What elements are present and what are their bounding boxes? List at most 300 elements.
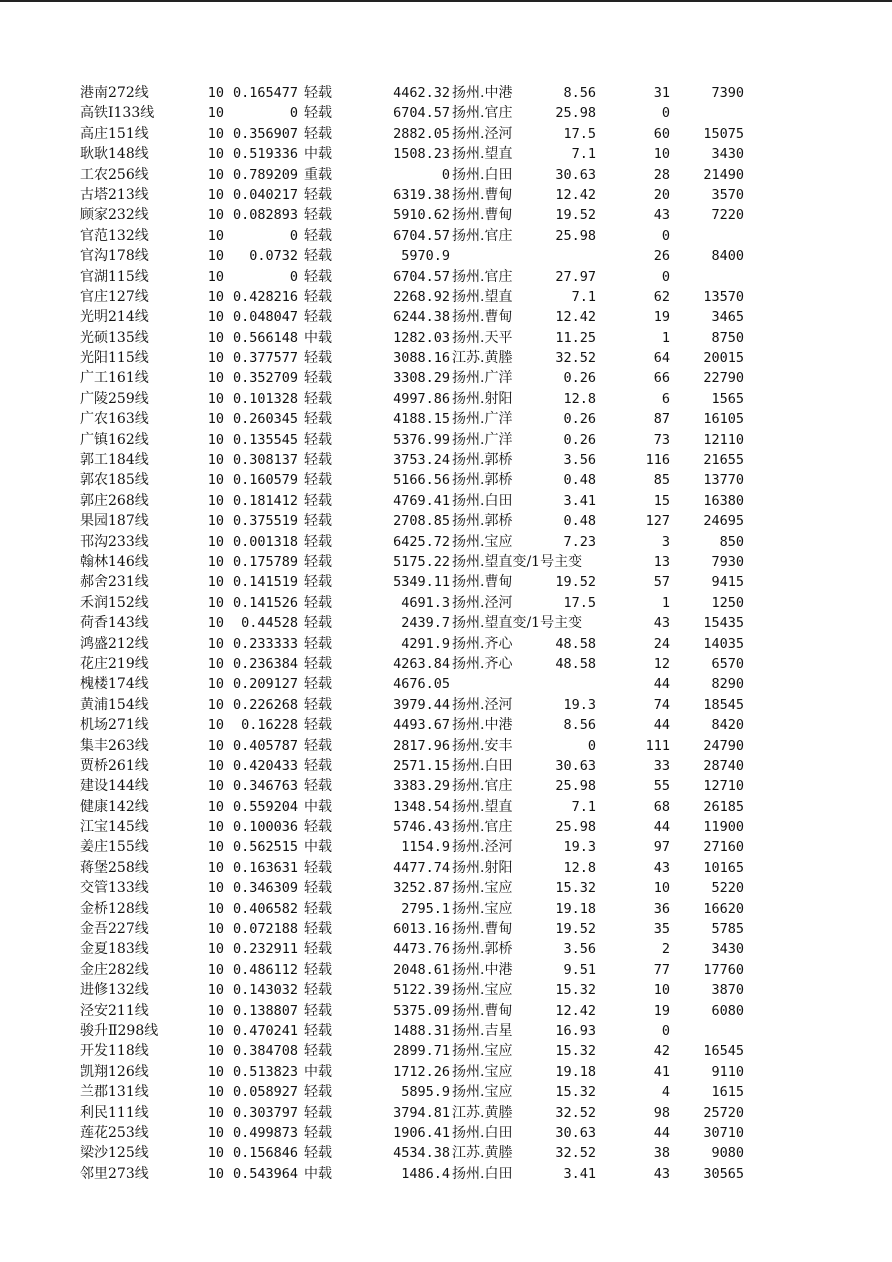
cell-line-name[interactable]: 郭工184线 xyxy=(80,452,149,469)
cell-voltage[interactable]: 10 xyxy=(207,594,224,611)
cell-voltage[interactable]: 10 xyxy=(207,900,224,917)
cell-load-ratio[interactable]: 0.232911 xyxy=(232,941,298,958)
cell-voltage[interactable]: 10 xyxy=(207,1084,224,1101)
cell-line-name[interactable]: 光硕135线 xyxy=(80,329,149,346)
cell-substation[interactable]: 扬州.白田 xyxy=(452,1124,513,1141)
cell-distance[interactable]: 0.26 xyxy=(563,370,596,387)
cell-line-name[interactable]: 郭农185线 xyxy=(80,472,149,489)
cell-load-ratio[interactable]: 0.138807 xyxy=(232,1002,298,1019)
cell-voltage[interactable]: 10 xyxy=(207,431,224,448)
cell-count[interactable]: 44 xyxy=(653,676,670,693)
cell-load-ratio[interactable]: 0.100036 xyxy=(232,819,298,836)
cell-line-name[interactable]: 金夏183线 xyxy=(80,941,149,958)
cell-capacity[interactable]: 3383.29 xyxy=(393,778,450,795)
cell-load-ratio[interactable]: 0.428216 xyxy=(232,288,298,305)
cell-load-ratio[interactable]: 0.562515 xyxy=(232,839,298,856)
cell-voltage[interactable]: 10 xyxy=(207,798,224,815)
cell-count[interactable]: 116 xyxy=(645,452,670,469)
cell-line-name[interactable]: 姜庄155线 xyxy=(80,839,149,856)
cell-substation[interactable]: 扬州.官庄 xyxy=(452,778,513,795)
cell-distance[interactable]: 32.52 xyxy=(555,350,596,367)
cell-voltage[interactable]: 10 xyxy=(207,85,224,101)
cell-substation[interactable]: 扬州.宝应 xyxy=(452,982,513,999)
cell-count[interactable]: 2 xyxy=(661,941,670,958)
cell-load-type[interactable]: 轻载 xyxy=(304,350,332,367)
cell-count[interactable]: 98 xyxy=(653,1104,670,1121)
cell-total[interactable]: 24790 xyxy=(703,737,744,754)
cell-capacity[interactable]: 2882.05 xyxy=(393,125,450,142)
cell-line-name[interactable]: 荷香143线 xyxy=(80,615,149,632)
cell-distance[interactable]: 19.52 xyxy=(555,921,596,938)
cell-substation[interactable]: 扬州.郭桥 xyxy=(452,472,513,489)
cell-load-type[interactable]: 轻载 xyxy=(304,900,332,917)
cell-load-ratio[interactable]: 0.165477 xyxy=(232,85,298,101)
cell-distance[interactable]: 7.1 xyxy=(571,798,596,815)
cell-load-ratio[interactable]: 0.356907 xyxy=(232,125,298,142)
cell-count[interactable]: 0 xyxy=(661,1022,670,1039)
cell-substation[interactable]: 扬州.泾河 xyxy=(452,125,513,142)
cell-capacity[interactable]: 3753.24 xyxy=(393,452,450,469)
cell-distance[interactable]: 25.98 xyxy=(555,778,596,795)
cell-load-ratio[interactable]: 0 xyxy=(289,227,298,244)
cell-count[interactable]: 111 xyxy=(645,737,670,754)
cell-line-name[interactable]: 莲花253线 xyxy=(80,1124,149,1141)
cell-substation[interactable]: 扬州.白田 xyxy=(452,757,513,774)
cell-distance[interactable]: 7.1 xyxy=(571,146,596,163)
cell-total[interactable]: 27160 xyxy=(703,839,744,856)
cell-capacity[interactable]: 4462.32 xyxy=(393,85,450,101)
cell-substation[interactable]: 扬州.郭桥 xyxy=(452,941,513,958)
cell-line-name[interactable]: 泾安211线 xyxy=(80,1002,149,1019)
cell-line-name[interactable]: 广镇162线 xyxy=(80,431,149,448)
cell-load-type[interactable]: 轻载 xyxy=(304,1022,332,1039)
cell-load-ratio[interactable]: 0.346309 xyxy=(232,880,298,897)
cell-line-name[interactable]: 金吾227线 xyxy=(80,921,149,938)
cell-capacity[interactable]: 6704.57 xyxy=(393,268,450,285)
cell-load-type[interactable]: 轻载 xyxy=(304,431,332,448)
cell-voltage[interactable]: 10 xyxy=(207,1145,224,1162)
cell-substation[interactable]: 扬州.广洋 xyxy=(452,411,513,428)
cell-load-ratio[interactable]: 0.308137 xyxy=(232,452,298,469)
cell-line-name[interactable]: 耿耿148线 xyxy=(80,146,149,163)
cell-count[interactable]: 4 xyxy=(661,1084,670,1101)
cell-line-name[interactable]: 官庄127线 xyxy=(80,288,149,305)
cell-count[interactable]: 97 xyxy=(653,839,670,856)
cell-capacity[interactable]: 2048.61 xyxy=(393,961,450,978)
cell-substation[interactable]: 扬州.望直变/1号主变 xyxy=(452,615,583,632)
cell-count[interactable]: 35 xyxy=(653,921,670,938)
cell-substation[interactable]: 扬州.宝应 xyxy=(452,900,513,917)
cell-capacity[interactable]: 1906.41 xyxy=(393,1124,450,1141)
cell-line-name[interactable]: 工农256线 xyxy=(80,166,149,183)
cell-total[interactable]: 8400 xyxy=(711,248,744,265)
cell-load-type[interactable]: 轻载 xyxy=(304,472,332,489)
cell-capacity[interactable]: 4997.86 xyxy=(393,390,450,407)
cell-line-name[interactable]: 花庄219线 xyxy=(80,655,149,672)
cell-line-name[interactable]: 金庄282线 xyxy=(80,961,149,978)
cell-load-ratio[interactable]: 0.226268 xyxy=(232,696,298,713)
cell-line-name[interactable]: 广陵259线 xyxy=(80,390,149,407)
cell-distance[interactable]: 12.8 xyxy=(563,390,596,407)
cell-distance[interactable]: 19.3 xyxy=(563,839,596,856)
cell-count[interactable]: 0 xyxy=(661,227,670,244)
cell-count[interactable]: 64 xyxy=(653,350,670,367)
cell-count[interactable]: 19 xyxy=(653,309,670,326)
cell-capacity[interactable]: 5895.9 xyxy=(401,1084,450,1101)
cell-total[interactable]: 7930 xyxy=(711,553,744,570)
cell-load-ratio[interactable]: 0.0732 xyxy=(249,248,298,265)
cell-distance[interactable]: 7.23 xyxy=(563,533,596,550)
cell-total[interactable]: 13570 xyxy=(703,288,744,305)
cell-load-type[interactable]: 轻载 xyxy=(304,819,332,836)
cell-capacity[interactable]: 6704.57 xyxy=(393,105,450,122)
cell-capacity[interactable]: 1508.23 xyxy=(393,146,450,163)
cell-count[interactable]: 44 xyxy=(653,819,670,836)
cell-substation[interactable]: 扬州.望直 xyxy=(452,146,513,163)
cell-substation[interactable]: 江苏.黄塍 xyxy=(452,350,513,367)
cell-total[interactable]: 30710 xyxy=(703,1124,744,1141)
cell-count[interactable]: 73 xyxy=(653,431,670,448)
cell-distance[interactable]: 9.51 xyxy=(563,961,596,978)
cell-substation[interactable]: 扬州.射阳 xyxy=(452,390,513,407)
cell-voltage[interactable]: 10 xyxy=(207,778,224,795)
cell-count[interactable]: 43 xyxy=(653,1165,670,1182)
cell-line-name[interactable]: 果园187线 xyxy=(80,513,149,530)
cell-total[interactable]: 11900 xyxy=(703,819,744,836)
cell-count[interactable]: 55 xyxy=(653,778,670,795)
cell-load-ratio[interactable]: 0.058927 xyxy=(232,1084,298,1101)
cell-capacity[interactable]: 4769.41 xyxy=(393,492,450,509)
cell-line-name[interactable]: 高庄151线 xyxy=(80,125,149,142)
cell-voltage[interactable]: 10 xyxy=(207,472,224,489)
cell-load-ratio[interactable]: 0.420433 xyxy=(232,757,298,774)
cell-voltage[interactable]: 10 xyxy=(207,615,224,632)
cell-load-type[interactable]: 轻载 xyxy=(304,1043,332,1060)
cell-count[interactable]: 87 xyxy=(653,411,670,428)
cell-load-ratio[interactable]: 0.135545 xyxy=(232,431,298,448)
cell-count[interactable]: 31 xyxy=(653,85,670,101)
cell-voltage[interactable]: 10 xyxy=(207,696,224,713)
cell-total[interactable]: 3430 xyxy=(711,146,744,163)
cell-load-ratio[interactable]: 0.160579 xyxy=(232,472,298,489)
cell-total[interactable]: 3870 xyxy=(711,982,744,999)
cell-count[interactable]: 127 xyxy=(645,513,670,530)
cell-capacity[interactable]: 6244.38 xyxy=(393,309,450,326)
cell-capacity[interactable]: 6425.72 xyxy=(393,533,450,550)
cell-line-name[interactable]: 梁沙125线 xyxy=(80,1145,149,1162)
cell-total[interactable]: 15435 xyxy=(703,615,744,632)
cell-load-ratio[interactable]: 0.559204 xyxy=(232,798,298,815)
cell-voltage[interactable]: 10 xyxy=(207,839,224,856)
cell-distance[interactable]: 15.32 xyxy=(555,880,596,897)
cell-load-type[interactable]: 中载 xyxy=(304,1063,332,1080)
cell-load-ratio[interactable]: 0.233333 xyxy=(232,635,298,652)
cell-distance[interactable]: 12.42 xyxy=(555,186,596,203)
cell-total[interactable]: 16620 xyxy=(703,900,744,917)
cell-load-ratio[interactable]: 0.519336 xyxy=(232,146,298,163)
cell-load-type[interactable]: 轻载 xyxy=(304,105,332,122)
cell-load-type[interactable]: 轻载 xyxy=(304,982,332,999)
cell-count[interactable]: 41 xyxy=(653,1063,670,1080)
cell-line-name[interactable]: 光阳115线 xyxy=(80,350,149,367)
cell-capacity[interactable]: 4493.67 xyxy=(393,717,450,734)
cell-distance[interactable]: 3.41 xyxy=(563,1165,596,1182)
cell-total[interactable]: 8420 xyxy=(711,717,744,734)
cell-capacity[interactable]: 5175.22 xyxy=(393,553,450,570)
cell-load-ratio[interactable]: 0 xyxy=(289,105,298,122)
cell-distance[interactable]: 3.41 xyxy=(563,492,596,509)
cell-distance[interactable]: 15.32 xyxy=(555,982,596,999)
cell-capacity[interactable]: 5746.43 xyxy=(393,819,450,836)
cell-line-name[interactable]: 广工161线 xyxy=(80,370,149,387)
cell-substation[interactable]: 扬州.广洋 xyxy=(452,370,513,387)
cell-substation[interactable]: 扬州.宝应 xyxy=(452,1084,513,1101)
cell-distance[interactable]: 0 xyxy=(587,737,596,754)
cell-line-name[interactable]: 骏升Ⅱ298线 xyxy=(80,1022,159,1039)
cell-capacity[interactable]: 4188.15 xyxy=(393,411,450,428)
cell-count[interactable]: 19 xyxy=(653,1002,670,1019)
cell-distance[interactable]: 25.98 xyxy=(555,819,596,836)
cell-distance[interactable]: 3.56 xyxy=(563,941,596,958)
cell-line-name[interactable]: 开发118线 xyxy=(80,1043,149,1060)
cell-capacity[interactable]: 6319.38 xyxy=(393,186,450,203)
cell-line-name[interactable]: 黄浦154线 xyxy=(80,696,149,713)
cell-load-type[interactable]: 轻载 xyxy=(304,85,332,101)
cell-count[interactable]: 36 xyxy=(653,900,670,917)
cell-capacity[interactable]: 3979.44 xyxy=(393,696,450,713)
cell-count[interactable]: 13 xyxy=(653,553,670,570)
cell-load-ratio[interactable]: 0.406582 xyxy=(232,900,298,917)
cell-voltage[interactable]: 10 xyxy=(207,186,224,203)
cell-total[interactable]: 1250 xyxy=(711,594,744,611)
cell-line-name[interactable]: 建设144线 xyxy=(80,778,149,795)
cell-voltage[interactable]: 10 xyxy=(207,452,224,469)
cell-load-type[interactable]: 中载 xyxy=(304,146,332,163)
cell-distance[interactable]: 3.56 xyxy=(563,452,596,469)
cell-count[interactable]: 44 xyxy=(653,717,670,734)
cell-total[interactable]: 6570 xyxy=(711,655,744,672)
cell-voltage[interactable]: 10 xyxy=(207,921,224,938)
cell-distance[interactable]: 25.98 xyxy=(555,105,596,122)
cell-line-name[interactable]: 邗沟233线 xyxy=(80,533,149,550)
cell-count[interactable]: 10 xyxy=(653,982,670,999)
cell-capacity[interactable]: 3308.29 xyxy=(393,370,450,387)
cell-distance[interactable]: 48.58 xyxy=(555,655,596,672)
cell-distance[interactable]: 17.5 xyxy=(563,125,596,142)
cell-substation[interactable]: 扬州.中港 xyxy=(452,85,513,101)
cell-total[interactable]: 12710 xyxy=(703,778,744,795)
cell-count[interactable]: 1 xyxy=(661,594,670,611)
cell-total[interactable]: 7220 xyxy=(711,207,744,224)
cell-substation[interactable]: 江苏.黄塍 xyxy=(452,1145,513,1162)
cell-load-ratio[interactable]: 0.143032 xyxy=(232,982,298,999)
cell-total[interactable]: 13770 xyxy=(703,472,744,489)
cell-load-type[interactable]: 轻载 xyxy=(304,1084,332,1101)
cell-total[interactable]: 22790 xyxy=(703,370,744,387)
cell-line-name[interactable]: 官范132线 xyxy=(80,227,149,244)
cell-capacity[interactable]: 5910.62 xyxy=(393,207,450,224)
cell-distance[interactable]: 19.52 xyxy=(555,207,596,224)
cell-voltage[interactable]: 10 xyxy=(207,513,224,530)
cell-voltage[interactable]: 10 xyxy=(207,982,224,999)
cell-load-ratio[interactable]: 0.260345 xyxy=(232,411,298,428)
cell-load-ratio[interactable]: 0.470241 xyxy=(232,1022,298,1039)
cell-load-ratio[interactable]: 0.001318 xyxy=(232,533,298,550)
cell-total[interactable]: 5785 xyxy=(711,921,744,938)
cell-substation[interactable]: 扬州.官庄 xyxy=(452,105,513,122)
cell-voltage[interactable]: 10 xyxy=(207,553,224,570)
cell-load-ratio[interactable]: 0.141526 xyxy=(232,594,298,611)
cell-voltage[interactable]: 10 xyxy=(207,390,224,407)
cell-distance[interactable]: 16.93 xyxy=(555,1022,596,1039)
cell-capacity[interactable]: 5970.9 xyxy=(401,248,450,265)
cell-voltage[interactable]: 10 xyxy=(207,941,224,958)
cell-count[interactable]: 62 xyxy=(653,288,670,305)
cell-voltage[interactable]: 10 xyxy=(207,676,224,693)
cell-load-ratio[interactable]: 0.048047 xyxy=(232,309,298,326)
cell-load-ratio[interactable]: 0.101328 xyxy=(232,390,298,407)
cell-load-type[interactable]: 轻载 xyxy=(304,248,332,265)
cell-total[interactable]: 3465 xyxy=(711,309,744,326)
cell-capacity[interactable]: 5122.39 xyxy=(393,982,450,999)
cell-distance[interactable]: 48.58 xyxy=(555,635,596,652)
cell-total[interactable]: 12110 xyxy=(703,431,744,448)
cell-load-type[interactable]: 中载 xyxy=(304,1165,332,1182)
cell-total[interactable]: 9415 xyxy=(711,574,744,591)
cell-load-ratio[interactable]: 0.377577 xyxy=(232,350,298,367)
cell-line-name[interactable]: 古塔213线 xyxy=(80,186,149,203)
cell-capacity[interactable]: 2708.85 xyxy=(393,513,450,530)
cell-load-type[interactable]: 轻载 xyxy=(304,941,332,958)
cell-capacity[interactable]: 2899.71 xyxy=(393,1043,450,1060)
cell-total[interactable]: 20015 xyxy=(703,350,744,367)
cell-load-ratio[interactable]: 0.346763 xyxy=(232,778,298,795)
cell-load-type[interactable]: 轻载 xyxy=(304,717,332,734)
cell-count[interactable]: 74 xyxy=(653,696,670,713)
cell-line-name[interactable]: 光明214线 xyxy=(80,309,149,326)
cell-load-type[interactable]: 轻载 xyxy=(304,309,332,326)
cell-voltage[interactable]: 10 xyxy=(207,961,224,978)
cell-total[interactable]: 6080 xyxy=(711,1002,744,1019)
cell-substation[interactable]: 扬州.广洋 xyxy=(452,431,513,448)
cell-substation[interactable]: 扬州.郭桥 xyxy=(452,452,513,469)
cell-distance[interactable]: 19.18 xyxy=(555,1063,596,1080)
cell-voltage[interactable]: 10 xyxy=(207,125,224,142)
cell-load-type[interactable]: 轻载 xyxy=(304,574,332,591)
cell-distance[interactable]: 30.63 xyxy=(555,166,596,183)
cell-line-name[interactable]: 交管133线 xyxy=(80,880,149,897)
cell-voltage[interactable]: 10 xyxy=(207,350,224,367)
cell-capacity[interactable]: 0 xyxy=(441,166,450,183)
cell-line-name[interactable]: 兰郡131线 xyxy=(80,1084,149,1101)
cell-total[interactable]: 8290 xyxy=(711,676,744,693)
cell-load-type[interactable]: 轻载 xyxy=(304,696,332,713)
cell-voltage[interactable]: 10 xyxy=(207,655,224,672)
cell-substation[interactable]: 扬州.齐心 xyxy=(452,635,513,652)
cell-capacity[interactable]: 4477.74 xyxy=(393,859,450,876)
cell-total[interactable]: 26185 xyxy=(703,798,744,815)
cell-distance[interactable]: 32.52 xyxy=(555,1145,596,1162)
cell-load-type[interactable]: 轻载 xyxy=(304,288,332,305)
cell-count[interactable]: 38 xyxy=(653,1145,670,1162)
cell-load-type[interactable]: 轻载 xyxy=(304,594,332,611)
cell-load-ratio[interactable]: 0.072188 xyxy=(232,921,298,938)
cell-load-ratio[interactable]: 0.566148 xyxy=(232,329,298,346)
cell-voltage[interactable]: 10 xyxy=(207,757,224,774)
cell-load-ratio[interactable]: 0 xyxy=(289,268,298,285)
cell-substation[interactable]: 扬州.吉星 xyxy=(452,1022,513,1039)
cell-load-ratio[interactable]: 0.156846 xyxy=(232,1145,298,1162)
cell-load-type[interactable]: 轻载 xyxy=(304,1104,332,1121)
cell-total[interactable]: 3430 xyxy=(711,941,744,958)
cell-load-type[interactable]: 轻载 xyxy=(304,513,332,530)
cell-total[interactable]: 16545 xyxy=(703,1043,744,1060)
cell-voltage[interactable]: 10 xyxy=(207,1022,224,1039)
cell-load-ratio[interactable]: 0.209127 xyxy=(232,676,298,693)
cell-voltage[interactable]: 10 xyxy=(207,268,224,285)
cell-substation[interactable]: 扬州.曹甸 xyxy=(452,574,513,591)
cell-substation[interactable]: 扬州.宝应 xyxy=(452,1063,513,1080)
cell-total[interactable]: 3570 xyxy=(711,186,744,203)
cell-line-name[interactable]: 槐楼174线 xyxy=(80,676,149,693)
cell-voltage[interactable]: 10 xyxy=(207,1063,224,1080)
cell-substation[interactable]: 扬州.宝应 xyxy=(452,533,513,550)
cell-load-ratio[interactable]: 0.163631 xyxy=(232,859,298,876)
cell-substation[interactable]: 扬州.白田 xyxy=(452,1165,513,1182)
cell-substation[interactable]: 扬州.望直变/1号主变 xyxy=(452,553,583,570)
cell-total[interactable]: 9110 xyxy=(711,1063,744,1080)
cell-capacity[interactable]: 4473.76 xyxy=(393,941,450,958)
cell-voltage[interactable]: 10 xyxy=(207,248,224,265)
cell-count[interactable]: 44 xyxy=(653,1124,670,1141)
cell-line-name[interactable]: 集丰263线 xyxy=(80,737,149,754)
cell-load-ratio[interactable]: 0.384708 xyxy=(232,1043,298,1060)
cell-distance[interactable]: 12.42 xyxy=(555,309,596,326)
cell-load-type[interactable]: 轻载 xyxy=(304,880,332,897)
cell-load-ratio[interactable]: 0.486112 xyxy=(232,961,298,978)
cell-line-name[interactable]: 机场271线 xyxy=(80,717,149,734)
cell-distance[interactable]: 0.26 xyxy=(563,411,596,428)
cell-line-name[interactable]: 顾家232线 xyxy=(80,207,149,224)
cell-line-name[interactable]: 进修132线 xyxy=(80,982,149,999)
cell-voltage[interactable]: 10 xyxy=(207,288,224,305)
cell-load-type[interactable]: 轻载 xyxy=(304,227,332,244)
cell-substation[interactable]: 扬州.白田 xyxy=(452,492,513,509)
cell-count[interactable]: 10 xyxy=(653,146,670,163)
cell-distance[interactable]: 0.26 xyxy=(563,431,596,448)
cell-count[interactable]: 1 xyxy=(661,329,670,346)
cell-capacity[interactable]: 5375.09 xyxy=(393,1002,450,1019)
cell-load-type[interactable]: 轻载 xyxy=(304,411,332,428)
cell-count[interactable]: 68 xyxy=(653,798,670,815)
cell-total[interactable]: 15075 xyxy=(703,125,744,142)
cell-count[interactable]: 0 xyxy=(661,105,670,122)
cell-voltage[interactable]: 10 xyxy=(207,1002,224,1019)
cell-capacity[interactable]: 1712.26 xyxy=(393,1063,450,1080)
cell-load-type[interactable]: 轻载 xyxy=(304,961,332,978)
cell-total[interactable]: 17760 xyxy=(703,961,744,978)
cell-line-name[interactable]: 翰林146线 xyxy=(80,553,149,570)
cell-voltage[interactable]: 10 xyxy=(207,411,224,428)
cell-line-name[interactable]: 金桥128线 xyxy=(80,900,149,917)
cell-total[interactable]: 8750 xyxy=(711,329,744,346)
cell-distance[interactable]: 7.1 xyxy=(571,288,596,305)
cell-distance[interactable]: 8.56 xyxy=(563,85,596,101)
cell-substation[interactable]: 扬州.天平 xyxy=(452,329,513,346)
cell-capacity[interactable]: 4534.38 xyxy=(393,1145,450,1162)
cell-load-ratio[interactable]: 0.181412 xyxy=(232,492,298,509)
cell-load-type[interactable]: 轻载 xyxy=(304,186,332,203)
